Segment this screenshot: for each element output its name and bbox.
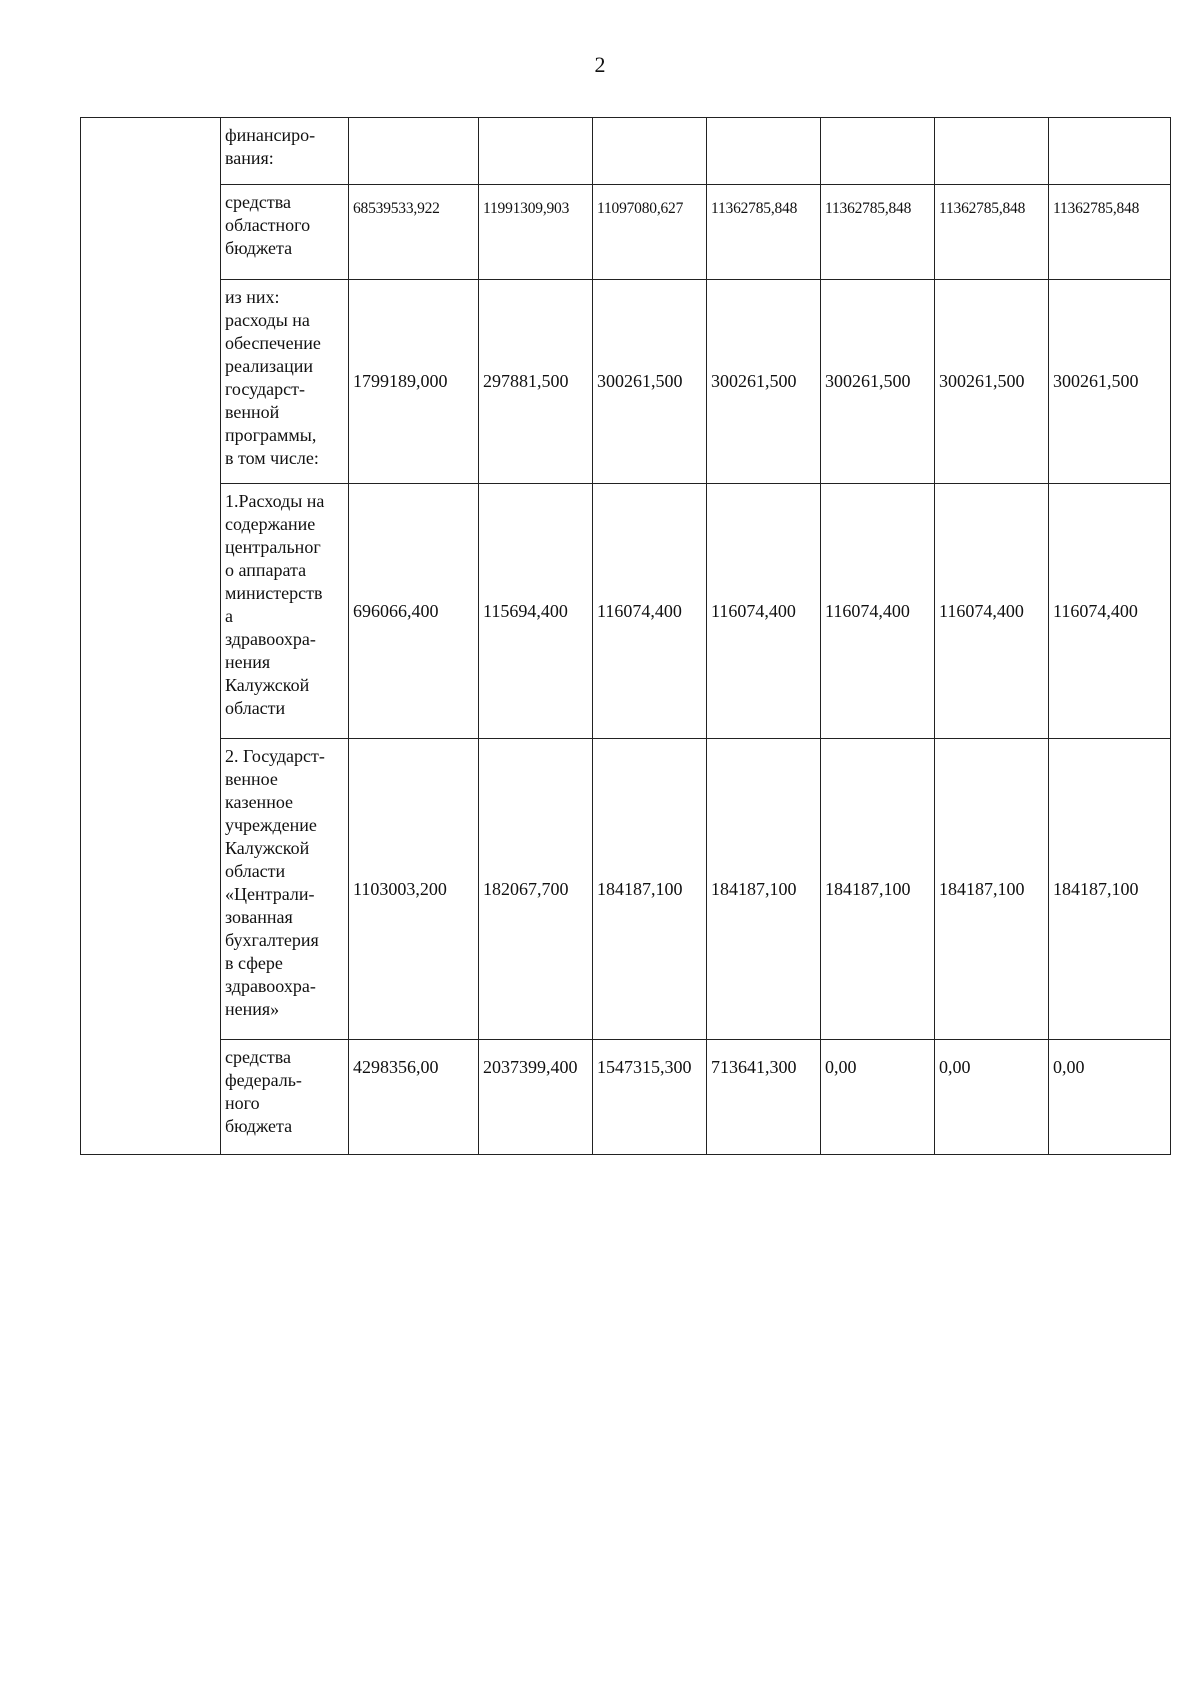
table-cell: 300261,500: [935, 280, 1049, 484]
table-cell: 300261,500: [821, 280, 935, 484]
table-cell: 1103003,200: [349, 739, 479, 1040]
table-cell: [821, 118, 935, 185]
row-label-text: 2. Государст- венное казенное учреждение Калужской области «Централи- зованная бухгалтерия в сфере здравоохра- нения»: [225, 746, 325, 1019]
table-cell: 1547315,300: [593, 1040, 707, 1155]
table-cell: 182067,700: [479, 739, 593, 1040]
table-cell: 11362785,848: [707, 185, 821, 280]
table-cell: 11362785,848: [1049, 185, 1171, 280]
table-row: [81, 185, 1171, 280]
table-cell: 11362785,848: [821, 185, 935, 280]
table-cell: [1049, 118, 1171, 185]
table-cell: 184187,100: [821, 739, 935, 1040]
table-cell: 11097080,627: [593, 185, 707, 280]
table-cell: [707, 118, 821, 185]
row-label: [221, 739, 349, 1040]
table-cell: 11991309,903: [479, 185, 593, 280]
row-label: [221, 484, 349, 739]
row-label: [221, 1040, 349, 1155]
table-cell-empty-first-column: [81, 118, 221, 1155]
row-label: [221, 185, 349, 280]
row-label: [221, 118, 349, 185]
table-cell: 116074,400: [593, 484, 707, 739]
table-cell: [935, 118, 1049, 185]
table-cell: 115694,400: [479, 484, 593, 739]
table-cell: 68539533,922: [349, 185, 479, 280]
page-number: 2: [594, 52, 606, 77]
row-label-text: из них: расходы на обеспечение реализации государст- венной программы, в том числе:: [225, 287, 321, 468]
row-label: [221, 280, 349, 484]
table-cell: 297881,500: [479, 280, 593, 484]
table-cell: 696066,400: [349, 484, 479, 739]
table-cell: 116074,400: [1049, 484, 1171, 739]
table-cell: 1799189,000: [349, 280, 479, 484]
table-cell: 116074,400: [821, 484, 935, 739]
table-cell: [349, 118, 479, 185]
table-cell: 300261,500: [1049, 280, 1171, 484]
row-label-text: средства федераль- ного бюджета: [225, 1047, 302, 1136]
table-cell: 0,00: [821, 1040, 935, 1155]
table-cell: 0,00: [1049, 1040, 1171, 1155]
table-cell: 184187,100: [593, 739, 707, 1040]
row-label-text: 1.Расходы на содержание центральног о аппарата министерств а здравоохра- нения Калужской области: [225, 491, 325, 718]
table-cell: 0,00: [935, 1040, 1049, 1155]
row-label-text: финансиро- вания:: [225, 125, 316, 168]
table-cell: 713641,300: [707, 1040, 821, 1155]
table-cell: 300261,500: [593, 280, 707, 484]
table-cell: 116074,400: [935, 484, 1049, 739]
table-cell: 300261,500: [707, 280, 821, 484]
table-cell: 4298356,00: [349, 1040, 479, 1155]
row-label-text: средства областного бюджета: [225, 192, 311, 258]
table-row: [81, 1040, 1171, 1155]
table-row: [81, 118, 1171, 185]
table-cell: 184187,100: [707, 739, 821, 1040]
table-cell: 184187,100: [1049, 739, 1171, 1040]
table-cell: 2037399,400: [479, 1040, 593, 1155]
table-cell: [479, 118, 593, 185]
table-cell: 11362785,848: [935, 185, 1049, 280]
table-row: [81, 484, 1171, 739]
table-cell: 116074,400: [707, 484, 821, 739]
funding-table: [80, 117, 1171, 1155]
table-row: [81, 280, 1171, 484]
table-cell: [593, 118, 707, 185]
table-cell: 184187,100: [935, 739, 1049, 1040]
table-row: [81, 739, 1171, 1040]
